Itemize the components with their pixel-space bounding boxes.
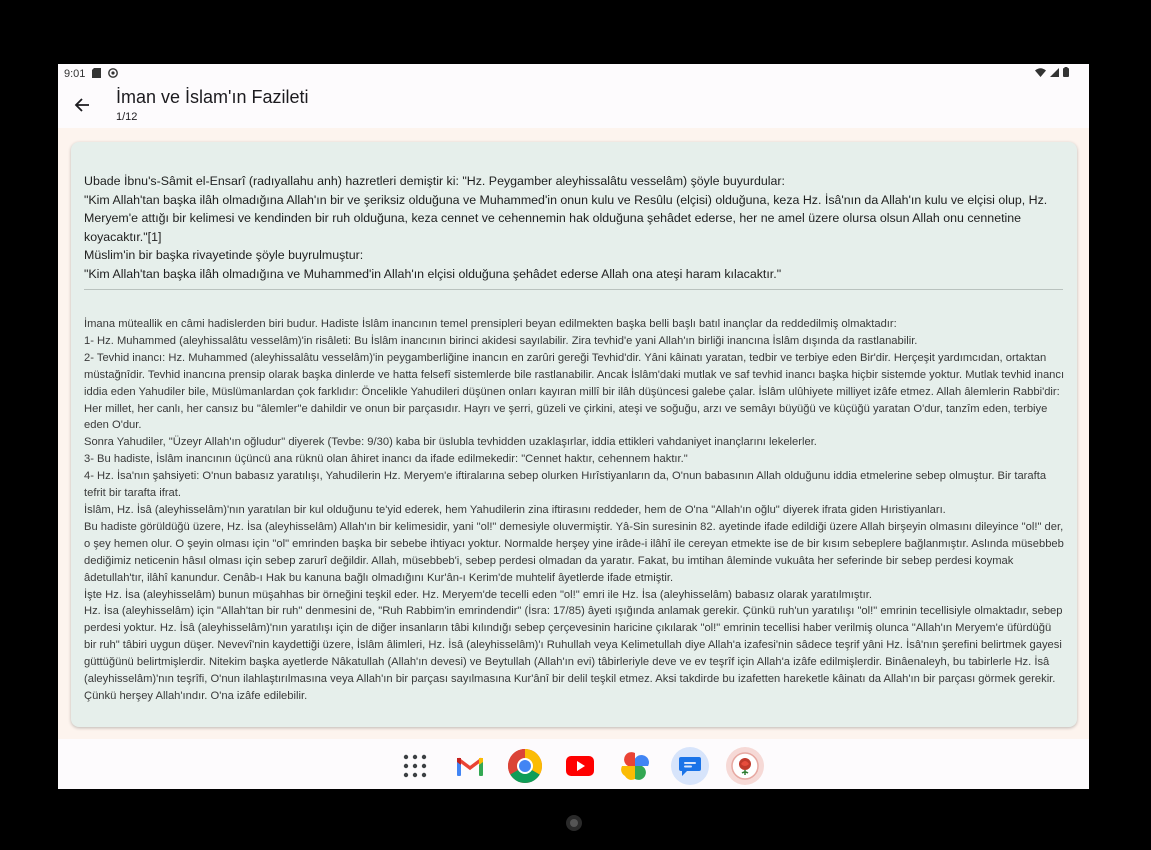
commentary-paragraph: Bu hadiste görüldüğü üzere, Hz. İsa (aleyhisselâm) Allah'ın bir kelimesidir, yani "ol!" demesiyle oluvermiştir. Yâ-Sin suresinin 82. ayetinde ifade edildiği üzere Allah birşeyin olmasını dileyince "ol!" der, o şey hemen olur. O şeyin olması için "ol" emrinden başka bir sebebe ihtiyacı yoktur. Normalde herşey yine irâde-i ilâhî ile cereyan etmekte ise de bir kısım sebeplere bağlanmıştır. Aslında müsebbeb dediğimiz neticenin hâsıl olması için sebep zarurî değildir. Allah, müsebbeb'i, sebep perdesi olmadan da yaratır. Fakat, bu imtihan âleminde vukuâta her seferinde bir sebep perdesi koymak âdetullah'tır, ilâhî kanundur. Cenâb-ı Hak bu kanuna bağlı olmadığını Kur'ân-ı Kerim'de muhtelif âyetlerde ifade etmiştir. bbox=[84, 520, 1064, 584]
content-card bbox=[71, 142, 1077, 727]
hadith-paragraph: Müslim'in bir başka rivayetinde şöyle buyrulmuştur: bbox=[84, 248, 364, 263]
commentary-paragraph: İşte Hz. İsa (aleyhisselâm) bunun müşahhas bir örneğini teşkil eder. Hz. Meryem'de tecelli eden "ol!" emri ile Hz. İsa (aleyhisselâm) babasız olarak yaratılmıştır. bbox=[84, 588, 872, 601]
hadith-text bbox=[84, 172, 1066, 284]
commentary-paragraph: İmana müteallik en câmi hadislerden biri budur. Hadiste İslâm inancının temel prensipleri beyan edilmekten başka belli başlı batıl inançlar da reddedilmiş olmaktadır: bbox=[84, 318, 897, 330]
device-screen bbox=[58, 64, 1089, 789]
commentary-paragraph: 4- Hz. İsa'nın şahsiyeti: O'nun babasız yaratılışı, Yahudilerin Hz. Meryem'e iftiralarına sebep olurken Hırîstiyanların da, O'nun babasının Allah olduğunu iddia etmelerine sebep olmuştur. Bir tarafta tefrit bir tarafta ifrat. bbox=[84, 470, 1047, 500]
commentary-paragraph: İslâm, Hz. İsâ (aleyhisselâm)'nın yaratılan bir kul olduğunu te'yid ederek, hem Yahudilerin zina iftirasını reddeder, hem de O'na "Allah'ın oğlu" diyerek ifrata giden Hıristiyanları. bbox=[84, 503, 946, 516]
wifi-icon bbox=[1035, 68, 1046, 77]
commentary-text[interactable] bbox=[84, 316, 1066, 716]
chrome-icon[interactable] bbox=[506, 747, 544, 785]
commentary-paragraph: Hz. İsa (aleyhisselâm) için "Allah'tan bir ruh" denmesini de, "Ruh Rabbim'in emrindendir" (İsra: 17/85) âyeti ışığında anlamak gerekir. Çünkü ruh'un yaratılışı "ol!" emrinin tecellisiyle olmaktadır, sebep perdesi yoktur. Hz. İsâ (aleyhisselâm)'nın yaratılışı için de diğer insanların tâbi kılındığı sebep çerçevesinin haricine çıkılarak "ol!" emrinin tecellisi haber verilmiş olunca "Allah'ın Meryem'e üfürdüğü bir ruh" tâbiri uygun düşer. Nevevî'nin kaydettiği üzere, İslâm âlimleri, Hz. İsâ (aleyhisselâm)'ı Ruhullah veya Kelimetullah diye Allah'a izafesi'nin sâdece teşrif yâni Hz. İsâ'nın şerefini belirtmek gayesi güttüğünü belirtmişlerdir. Nitekim başka ayetlerde Nâkatullah (Allah'ın devesi) ve Beytullah (Allah'ın evi) tâbirleriyle deve ve ev teşrîf için Allah'a izâfe edilmişlerdir. Binâenaleyh, bu tabirlerle Hz. İsâ (aleyhisselâm)'nın teşrîfi, O'nun ilahlaştırılmasına veya Allah'ın bir parçası sayılmasına Kur'ânî bir delil teşkil etmez. Aksi takdirde bu izafetten hareketle kâinatı da Allah'ın bir parçası görmek gerekir. Çünkü herşey Allah'ındır. O'na izâfe edilebilir. bbox=[84, 605, 1063, 702]
status-right bbox=[1035, 67, 1069, 77]
status-time: 9:01 bbox=[64, 68, 86, 80]
photos-icon[interactable] bbox=[616, 747, 654, 785]
sd-card-icon bbox=[92, 68, 101, 81]
page-counter: 1/12 bbox=[116, 111, 138, 123]
signal-icon bbox=[1050, 68, 1059, 77]
back-button[interactable] bbox=[70, 93, 94, 117]
battery-icon bbox=[1063, 67, 1069, 77]
home-button[interactable] bbox=[566, 815, 582, 831]
divider bbox=[84, 289, 1063, 290]
arrow-back-icon bbox=[74, 97, 90, 113]
gmail-icon[interactable] bbox=[451, 747, 489, 785]
rose-app-icon[interactable] bbox=[726, 747, 764, 785]
hadith-paragraph: "Kim Allah'tan başka ilâh olmadığına Allah'ın bir ve şeriksiz olduğuna ve Muhammed'in onun kulu ve Resûlu (elçisi) olduğuna, keza Hz. İsâ'nın da Allah'ın kulu ve elçisi olup, Hz. Meryem'e attığı bir kelimesi ve kendinden bir ruh olduğuna, keza cennet ve cehennemin hak olduğuna şehâdet ederse, her ne amel üzere olursa olsun Allah onu cennetine koyacaktır."[1] bbox=[84, 192, 1048, 244]
commentary-paragraph: 1- Hz. Muhammed (aleyhissalâtu vesselâm)'in risâleti: Bu İslâm inancının birinci akidesi sayılabilir. Zira tevhid'e yani Allah'ın birliği inancına İslâm dışında da rastlanabilir. bbox=[84, 334, 918, 347]
app-dock bbox=[396, 747, 764, 785]
page-title: İman ve İslam'ın Fazileti bbox=[116, 87, 309, 107]
hadith-paragraph: "Kim Allah'tan başka ilâh olmadığına ve Muhammed'in Allah'ın elçisi olduğuna şehâdet ederse Allah ona ateşi haram kılacaktır." bbox=[84, 266, 782, 281]
messages-icon[interactable] bbox=[671, 747, 709, 785]
taskbar bbox=[58, 739, 1089, 789]
commentary-paragraph: 3- Bu hadiste, İslâm inancının üçüncü ana rüknü olan âhiret inancı da ifade edilmekedir: "Cennet haktır, cehennem haktır." bbox=[84, 453, 688, 466]
commentary-paragraph: 2- Tevhid inancı: Hz. Muhammed (aleyhissalâtu vesselâm)'in peygamberliğine inancın en zarûri gereği Tevhid'dir. Yâni kâinatı yaratan, tedbir ve terbiye eden Bir'dir. Herçeşit yardımcıdan, ortaktan müstağnîdir. Tevhid inancına prensip olarak başka dinlerde ve hatta felsefî sistemlerde bile rastlanabilir. Ancak İslâm'daki mutlak ve saf tevhid inancı başka hiçbir sistemde yoktur. Mutlak tevhid inancı iddia eden Yahudiler bile, Müslümanlardan çok farklıdır: Öncelikle Yahudileri düşünen onları kayıran millî bir ilâh düşüncesi galebe çalar. İslâm ulûhiyete milliyet izâfe etmez. Allah âlemlerin Rabbi'dir: Her millet, her canlı, her cansız bu "âlemler"e dahildir ve onun bir parçasıdır. Hayrı ve şerri, güzeli ve çirkini, ateşi ve soğuğu, arzı ve semâyı büyüğü ve küçüğü yaratan O'dur, tanzîm eden, terbiye eden O'dur. bbox=[84, 351, 1065, 432]
app-notification-icon bbox=[108, 68, 118, 81]
app-bar bbox=[58, 84, 1089, 128]
hadith-paragraph: Ubade İbnu's-Sâmit el-Ensarî (radıyallahu anh) hazretleri demiştir ki: "Hz. Peygamber aleyhissalâtu vesselâm) şöyle buyurdular: bbox=[84, 174, 785, 188]
commentary-paragraph: Sonra Yahudiler, "Üzeyr Allah'ın oğludur" diyerek (Tevbe: 9/30) kaba bir üslubla tevhidden uzaklaşırlar, iddia ettikleri vahdaniyet inançlarını lekelerler. bbox=[84, 436, 817, 449]
status-bar bbox=[58, 64, 1089, 84]
youtube-icon[interactable] bbox=[561, 747, 599, 785]
app-drawer-icon[interactable] bbox=[396, 747, 434, 785]
